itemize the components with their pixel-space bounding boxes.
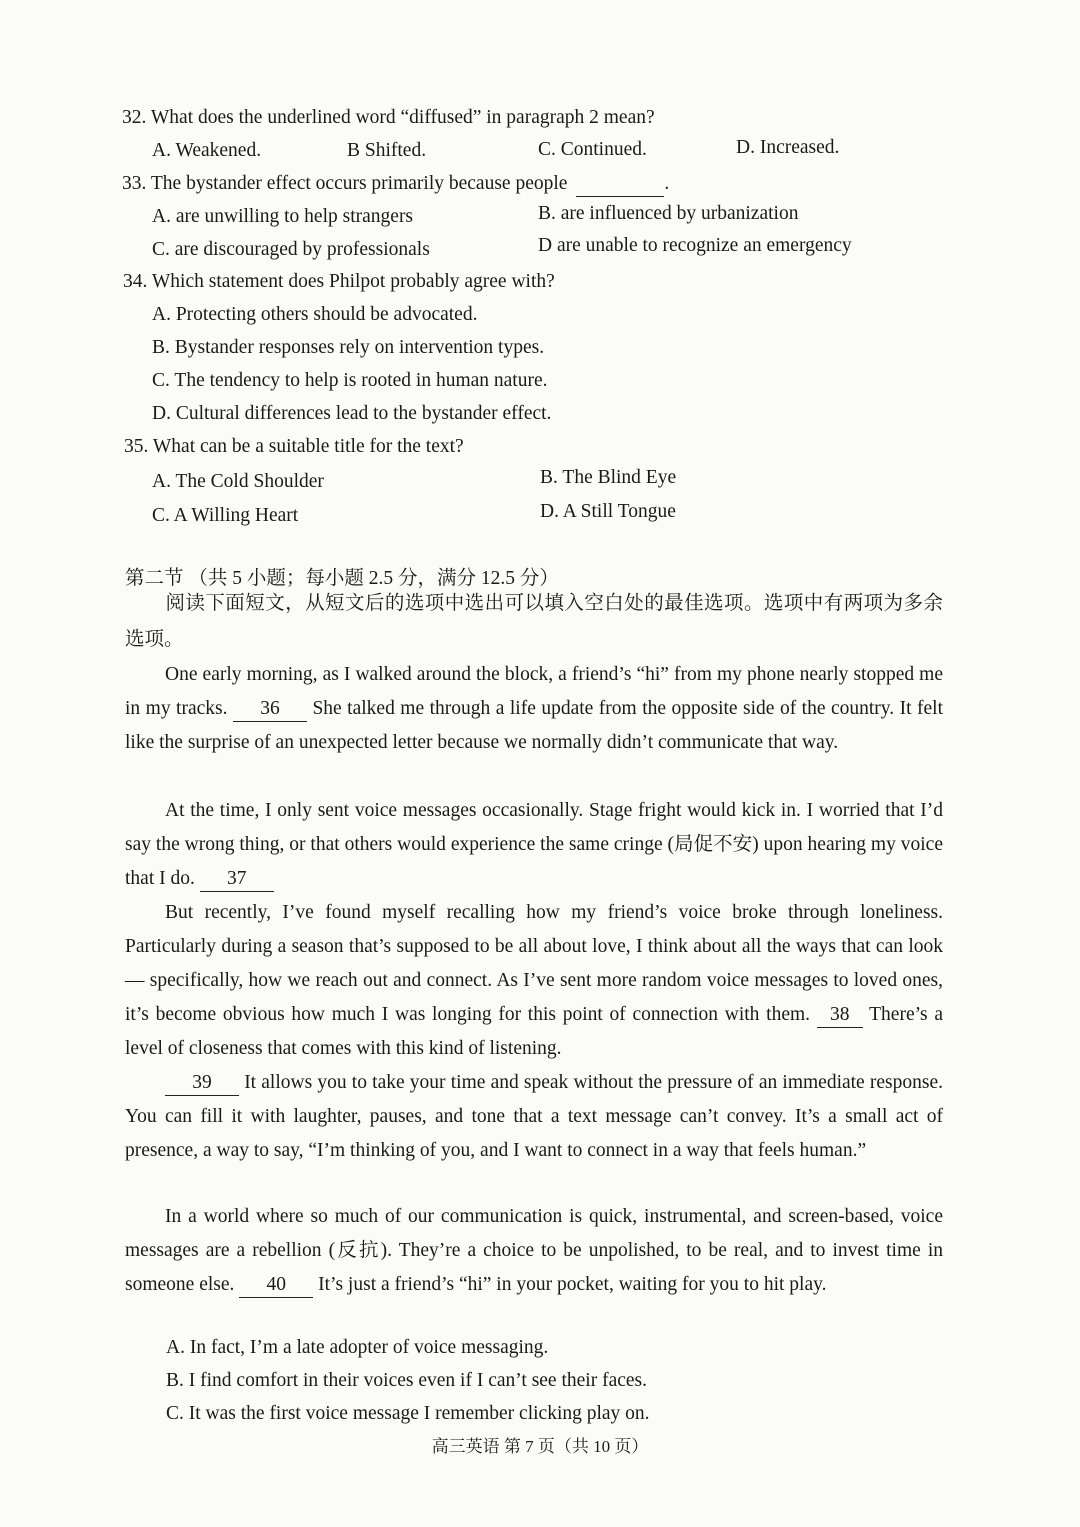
- question-33-stem-text: 33. The bystander effect occurs primarily because people: [122, 173, 568, 194]
- choice-a: A. In fact, I’m a late adopter of voice messaging.: [166, 1337, 549, 1358]
- answer-blank-33: [576, 174, 664, 197]
- paragraph-1-text-a: One early morning, as I walked around the block, a friend’s “hi” from my phone nearly stopped me in my tracks.: [125, 664, 943, 719]
- question-35-option-a: A. The Cold Shoulder: [152, 471, 324, 492]
- question-34-option-d: D. Cultural differences lead to the bystander effect.: [152, 403, 552, 424]
- answer-blank-38: 38: [817, 1005, 863, 1028]
- paragraph-2-text: At the time, I only sent voice messages occasionally. Stage fright would kick in. I worried that I’d say the wrong thing, or that others would experience the same cringe (局促不安) upon hearing my voice that I do.: [125, 800, 943, 889]
- page-footer: 高三英语 第 7 页（共 10 页）: [431, 1437, 649, 1456]
- question-35-option-b: B. The Blind Eye: [540, 467, 677, 488]
- answer-blank-40: 40: [239, 1275, 313, 1298]
- question-33-stem: [122, 174, 669, 197]
- instruction-text: 阅读下面短文，从短文后的选项中选出可以填入空白处的最佳选项。选项中有两项为多余选项。: [125, 593, 943, 650]
- question-34-option-b: B. Bystander responses rely on intervention types.: [152, 337, 545, 358]
- question-34-option-c: C. The tendency to help is rooted in human nature.: [152, 370, 548, 391]
- question-33-stem-end: .: [664, 173, 670, 194]
- paragraph-3-text-b: There’s a level of closeness that comes with this kind of listening.: [125, 1004, 943, 1059]
- answer-blank-36: 36: [233, 699, 307, 722]
- question-35-option-d: D. A Still Tongue: [540, 501, 676, 522]
- question-34-option-a: A. Protecting others should be advocated.: [152, 304, 478, 325]
- passage-paragraph-4: [125, 1066, 943, 1168]
- passage-paragraph-2: [125, 794, 943, 896]
- question-33-option-c: C. are discouraged by professionals: [152, 239, 430, 260]
- answer-blank-39: 39: [165, 1073, 239, 1096]
- paragraph-5-text-b: It’s just a friend’s “hi” in your pocket, waiting for you to hit play.: [318, 1274, 827, 1295]
- question-35-option-c: C. A Willing Heart: [152, 505, 299, 526]
- section-instruction: [125, 586, 943, 658]
- question-32-stem: 32. What does the underlined word “diffused” in paragraph 2 mean?: [122, 107, 655, 128]
- section-title: 第二节 （共 5 小题；每小题 2.5 分，满分 12.5 分）: [125, 568, 559, 589]
- paragraph-4-text: It allows you to take your time and speak without the pressure of an immediate response. You can fill it with laughter, pauses, and tone that a text message can’t convey. It’s a small act of presence, a way to say, “I’m thinking of you, and I want to connect in a way that feels human.”: [125, 1072, 943, 1161]
- answer-blank-37: 37: [200, 869, 274, 892]
- question-32-option-b: B Shifted.: [347, 140, 427, 161]
- question-32-option-a: A. Weakened.: [152, 140, 262, 161]
- passage-paragraph-3: [125, 896, 943, 1066]
- question-33-option-b: B. are influenced by urbanization: [538, 203, 799, 224]
- paragraph-3-text-a: But recently, I’ve found myself recalling how my friend’s voice broke through loneliness. Particularly during a season that’s supposed to be all about love, I think about all the ways that can look — specifically, how we reach out and connect. As I’ve sent more random voice messages to loved ones, it’s become obvious how much I was longing for this point of connection with them.: [125, 902, 943, 1025]
- paragraph-5-text-a: In a world where so much of our communication is quick, instrumental, and screen-based, voice messages are a rebellion (反抗). They’re a choice to be unpolished, to be real, and to invest time in someone else.: [125, 1206, 943, 1295]
- paragraph-1-text-b: She talked me through a life update from the opposite side of the country. It felt like the surprise of an unexpected letter because we normally didn’t communicate that way.: [125, 698, 943, 753]
- question-33-option-d: D are unable to recognize an emergency: [538, 235, 852, 256]
- passage-paragraph-1: [125, 658, 943, 760]
- question-34-stem: 34. Which statement does Philpot probably agree with?: [123, 271, 555, 292]
- question-32-option-d: D. Increased.: [736, 137, 840, 158]
- question-35-stem: 35. What can be a suitable title for the text?: [124, 436, 464, 457]
- choice-c: C. It was the first voice message I remember clicking play on.: [166, 1403, 650, 1424]
- choice-b: B. I find comfort in their voices even if I can’t see their faces.: [166, 1370, 647, 1391]
- question-32-option-c: C. Continued.: [538, 139, 647, 160]
- question-33-option-a: A. are unwilling to help strangers: [152, 206, 414, 227]
- passage-paragraph-5: [125, 1200, 943, 1302]
